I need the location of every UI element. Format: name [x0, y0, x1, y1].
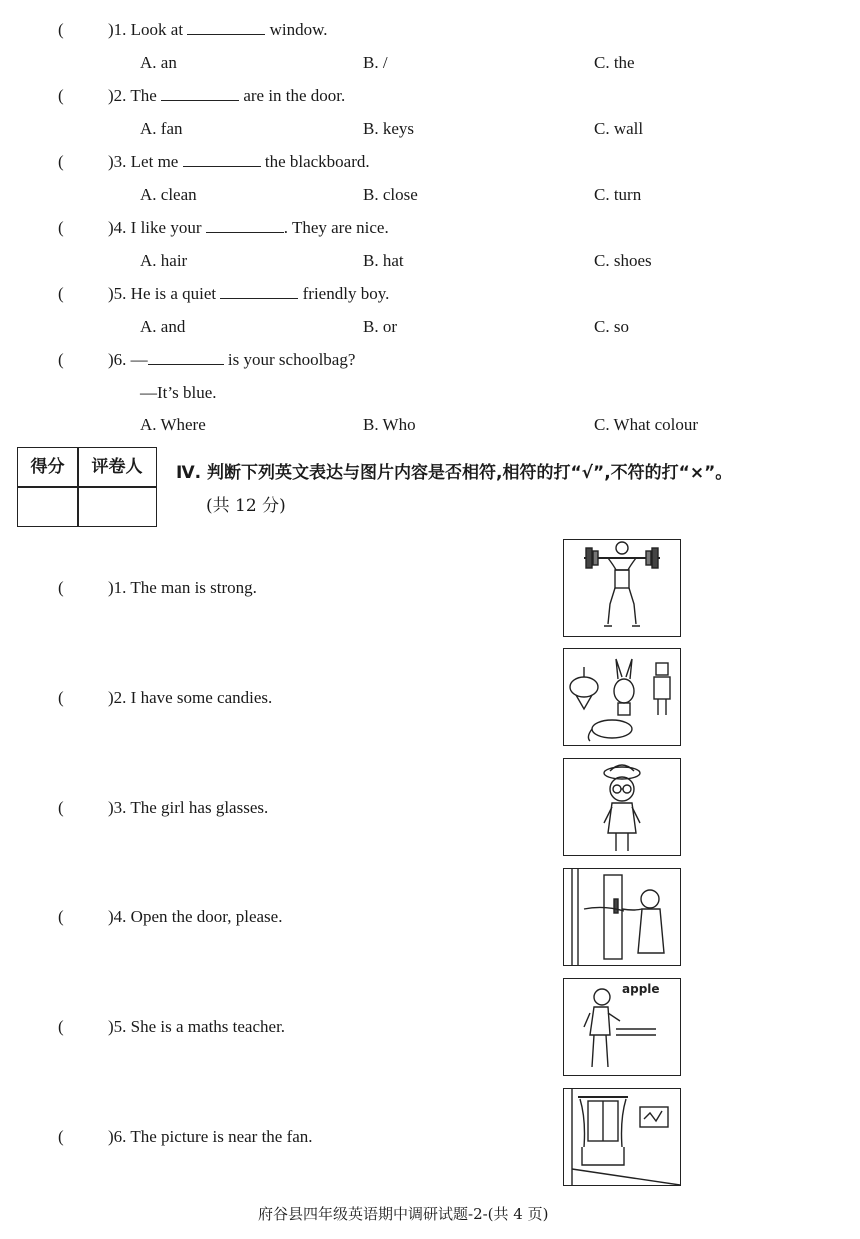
statement-text: 1. The man is strong.: [113, 578, 257, 597]
option-b: B. Who: [363, 415, 416, 434]
question-number: 2.: [113, 86, 127, 105]
score-label: 得分: [30, 457, 65, 477]
toys-picture: [563, 648, 681, 746]
answer-blank[interactable]: [161, 86, 239, 101]
answer-paren-open: (: [58, 218, 64, 237]
option-b: B. hat: [363, 251, 404, 270]
answer-paren-close: ): [108, 218, 114, 237]
statement: [108, 578, 257, 598]
statement-text: 4. Open the door, please.: [113, 907, 283, 926]
answer-paren-close: ): [108, 284, 114, 303]
answer-paren-open: (: [58, 284, 64, 303]
grader-label: 评卷人: [91, 457, 143, 477]
question-text: Look at: [130, 20, 184, 39]
statement: [108, 688, 272, 708]
woman-at-door-picture: [563, 868, 681, 966]
answer-paren-close: ): [108, 1017, 114, 1036]
option-a: A. Where: [140, 415, 206, 434]
question-text: friendly boy.: [302, 284, 390, 303]
question-number: 5.: [113, 284, 127, 303]
girl-with-hat-and-glasses-picture: [563, 758, 681, 856]
section-points: (共 12 分): [206, 496, 286, 516]
answer-blank[interactable]: [220, 284, 298, 299]
statement-text: 2. I have some candies.: [113, 688, 273, 707]
answer-blank[interactable]: [187, 20, 265, 35]
weightlifter-picture: [563, 539, 681, 637]
answer-paren-open: (: [58, 350, 64, 369]
question-text: window.: [269, 20, 328, 39]
option-b: B. or: [363, 317, 397, 336]
question-stem: [108, 284, 389, 304]
question-stem: [108, 350, 355, 370]
answer-paren-close: ): [108, 86, 114, 105]
question-stem: [108, 218, 389, 238]
answer-blank[interactable]: [206, 218, 284, 233]
question-text: He is a quiet: [130, 284, 217, 303]
answer-paren-close: ): [108, 798, 114, 817]
question-stem: [108, 86, 345, 106]
question-text: —: [130, 350, 148, 369]
answer-paren-open: (: [58, 907, 64, 926]
option-c: C. the: [594, 53, 635, 72]
section-title: Ⅳ. 判断下列英文表达与图片内容是否相符,相符的打“√”,不符的打“×”。: [176, 463, 733, 483]
question-text: the blackboard.: [264, 152, 370, 171]
answer-paren-open: (: [58, 688, 64, 707]
answer-paren-open: (: [58, 152, 64, 171]
statement: [108, 798, 268, 818]
statement-text: 6. The picture is near the fan.: [113, 1127, 313, 1146]
answer-paren-close: ): [108, 152, 114, 171]
statement: [108, 1127, 313, 1147]
question-number: 3.: [113, 152, 127, 171]
answer-paren-close: ): [108, 20, 114, 39]
answer-blank[interactable]: [183, 152, 261, 167]
option-c: C. so: [594, 317, 629, 336]
option-c: C. shoes: [594, 251, 652, 270]
option-a: A. hair: [140, 251, 188, 270]
answer-paren-open: (: [58, 1017, 64, 1036]
statement: [108, 907, 282, 927]
option-a: A. fan: [140, 119, 183, 138]
answer-paren-close: ): [108, 350, 114, 369]
page-footer: 府谷县四年级英语期中调研试题-2-(共 4 页): [258, 1205, 549, 1223]
option-b: B. close: [363, 185, 418, 204]
question-text: The: [130, 86, 157, 105]
question-number: 4.: [113, 218, 127, 237]
score-box-divider: [18, 486, 156, 488]
option-c: C. wall: [594, 119, 644, 138]
statement-text: 5. She is a maths teacher.: [113, 1017, 286, 1036]
option-b: B. /: [363, 53, 388, 72]
board-word: apple: [622, 982, 660, 996]
question-number: 6.: [113, 350, 127, 369]
question-text: Let me: [130, 152, 179, 171]
option-a: A. and: [140, 317, 186, 336]
answer-paren-open: (: [58, 20, 64, 39]
question-text: are in the door.: [243, 86, 346, 105]
score-box: [17, 447, 157, 527]
answer-paren-open: (: [58, 1127, 64, 1146]
question-text: . They are nice.: [283, 218, 389, 237]
question-number: 1.: [113, 20, 127, 39]
answer-paren-close: ): [108, 1127, 114, 1146]
teacher-at-board-picture: [563, 978, 681, 1076]
question-text: is your schoolbag?: [227, 350, 356, 369]
answer-paren-close: ): [108, 688, 114, 707]
answer-paren-open: (: [58, 86, 64, 105]
answer-paren-close: ): [108, 578, 114, 597]
answer-paren-open: (: [58, 578, 64, 597]
question-stem: [108, 152, 370, 172]
statement-text: 3. The girl has glasses.: [113, 798, 269, 817]
window-with-picture-picture: [563, 1088, 681, 1186]
answer-line: —It’s blue.: [140, 383, 217, 402]
option-b: B. keys: [363, 119, 414, 138]
option-c: C. What colour: [594, 415, 699, 434]
option-a: A. clean: [140, 185, 197, 204]
option-a: A. an: [140, 53, 177, 72]
option-c: C. turn: [594, 185, 642, 204]
answer-paren-open: (: [58, 798, 64, 817]
answer-paren-close: ): [108, 907, 114, 926]
statement: [108, 1017, 285, 1037]
question-text: I like your: [130, 218, 202, 237]
question-stem: [108, 20, 328, 40]
answer-blank[interactable]: [148, 350, 224, 365]
